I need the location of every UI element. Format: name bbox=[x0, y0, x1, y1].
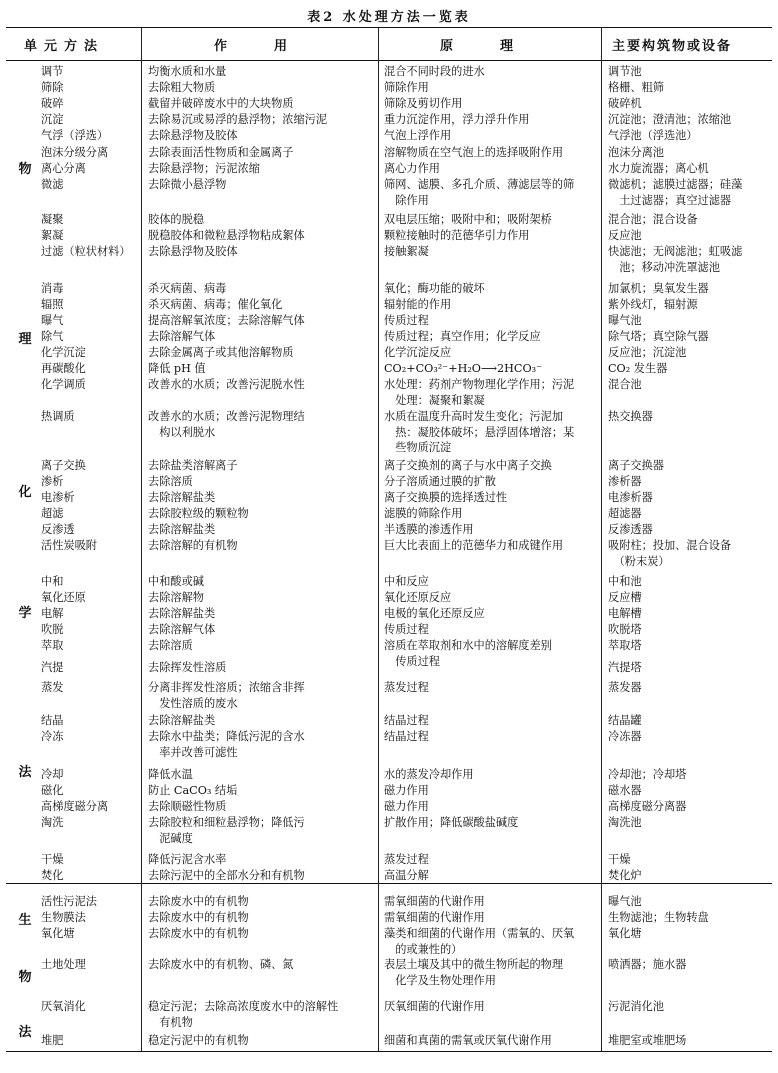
table-title: 表2 水处理方法一览表 bbox=[307, 10, 471, 25]
equipment-cell: 快滤池；无阀滤池；虹吸滤 池；移动冲洗罩滤池 bbox=[608, 245, 743, 274]
equipment-cell: 干燥 bbox=[608, 853, 631, 866]
function-cell: 去除污泥中的全部水分和有机物 bbox=[148, 869, 305, 882]
equipment-cell: 紫外线灯，辐射源 bbox=[608, 298, 698, 311]
method-cell: 消毒 bbox=[41, 282, 64, 295]
function-cell: 去除微小悬浮物 bbox=[148, 178, 227, 191]
function-cell: 降低水温 bbox=[148, 768, 193, 781]
principle-cell: CO₂+CO₃²⁻+H₂O⟶2HCO₃⁻ bbox=[384, 362, 543, 375]
principle-cell: 蒸发过程 bbox=[384, 681, 429, 694]
principle-cell: 离心力作用 bbox=[384, 162, 440, 175]
section-char: 物 bbox=[18, 970, 32, 985]
method-cell: 结晶 bbox=[41, 714, 64, 727]
function-cell: 杀灭病菌、病毒；催化氧化 bbox=[148, 298, 283, 311]
function-cell: 胶体的脱稳 bbox=[148, 213, 204, 226]
function-cell: 稳定污泥中的有机物 bbox=[148, 1034, 249, 1047]
function-cell: 去除溶解盐类 bbox=[148, 491, 216, 504]
function-cell: 去除水中盐类；降低污泥的含水 率并改善可滤性 bbox=[148, 730, 305, 759]
method-cell: 氧化塘 bbox=[41, 927, 75, 940]
function-cell: 中和酸或碱 bbox=[148, 575, 204, 588]
method-cell: 渗析 bbox=[41, 475, 64, 488]
function-cell: 去除粗大物质 bbox=[148, 81, 216, 94]
principle-cell: 需氧细菌的代谢作用 bbox=[384, 911, 485, 924]
principle-cell: 滤膜的筛除作用 bbox=[384, 507, 463, 520]
principle-cell: 分子溶质通过膜的扩散 bbox=[384, 475, 496, 488]
function-cell: 去除废水中的有机物 bbox=[148, 895, 249, 908]
function-cell: 去除溶解盐类 bbox=[148, 523, 216, 536]
equipment-cell: 磁水器 bbox=[608, 784, 642, 797]
principle-cell: 传质过程；真空作用；化学反应 bbox=[384, 330, 541, 343]
method-cell: 离子交换 bbox=[41, 459, 86, 472]
principle-cell: 高温分解 bbox=[384, 869, 429, 882]
principle-cell: 筛除及剪切作用 bbox=[384, 97, 463, 110]
principle-cell: 筛网、滤膜、多孔介质、薄滤层等的筛 除作用 bbox=[384, 178, 575, 207]
method-cell: 再碳酸化 bbox=[41, 362, 86, 375]
method-cell: 化学调质 bbox=[41, 378, 86, 391]
principle-cell: 双电层压缩；吸附中和；吸附架桥 bbox=[384, 213, 552, 226]
equipment-cell: 反应槽 bbox=[608, 591, 642, 604]
method-cell: 电解 bbox=[41, 607, 64, 620]
method-cell: 反渗透 bbox=[41, 523, 75, 536]
function-cell: 去除溶解盐类 bbox=[148, 607, 216, 620]
method-cell: 沉淀 bbox=[41, 113, 64, 126]
method-cell: 活性污泥法 bbox=[41, 895, 97, 908]
method-cell: 蒸发 bbox=[41, 681, 64, 694]
equipment-cell: 沉淀池；澄清池；浓缩池 bbox=[608, 113, 732, 126]
principle-cell: 离子交换膜的选择透过性 bbox=[384, 491, 508, 504]
function-cell: 去除废水中的有机物 bbox=[148, 927, 249, 940]
function-cell: 去除胶粒和细粒悬浮物；降低污 泥碱度 bbox=[148, 816, 305, 845]
method-cell: 除气 bbox=[41, 330, 64, 343]
header-method: 单元方法 bbox=[24, 39, 105, 54]
equipment-cell: 反应池 bbox=[608, 229, 642, 242]
principle-cell: 传质过程 bbox=[384, 314, 429, 327]
equipment-cell: 混合池；混合设备 bbox=[608, 213, 698, 226]
equipment-cell: 渗析器 bbox=[608, 475, 642, 488]
equipment-cell: 生物滤池；生物转盘 bbox=[608, 911, 709, 924]
method-cell: 热调质 bbox=[41, 410, 75, 423]
method-cell: 辐照 bbox=[41, 298, 64, 311]
equipment-cell: 污泥消化池 bbox=[608, 1000, 664, 1013]
header-rule bbox=[6, 60, 772, 61]
equipment-cell: 蒸发器 bbox=[608, 681, 642, 694]
method-cell: 调节 bbox=[41, 65, 64, 78]
principle-cell: 电极的氧化还原反应 bbox=[384, 607, 485, 620]
function-cell: 改善水的水质；改善污泥脱水性 bbox=[148, 378, 305, 391]
method-cell: 干燥 bbox=[41, 853, 64, 866]
principle-cell: 氧化；酶功能的破坏 bbox=[384, 282, 485, 295]
method-cell: 萃取 bbox=[41, 639, 64, 652]
method-cell: 电渗析 bbox=[41, 491, 75, 504]
method-cell: 磁化 bbox=[41, 784, 64, 797]
function-cell: 去除挥发性溶质 bbox=[148, 661, 227, 674]
method-cell: 絮凝 bbox=[41, 229, 64, 242]
equipment-cell: 淘洗池 bbox=[608, 816, 642, 829]
equipment-cell: 格栅、粗筛 bbox=[608, 81, 664, 94]
function-cell: 稳定污泥；去除高浓度废水中的溶解性 有机物 bbox=[148, 1000, 339, 1029]
column-divider bbox=[141, 27, 142, 1051]
method-cell: 微滤 bbox=[41, 178, 64, 191]
equipment-cell: CO₂ 发生器 bbox=[608, 362, 668, 375]
function-cell: 杀灭病菌、病毒 bbox=[148, 282, 227, 295]
principle-cell: 水处理：药剂产物物理化学作用；污泥 处理：凝聚和絮凝 bbox=[384, 378, 575, 407]
principle-cell: 离子交换剂的离子与水中离子交换 bbox=[384, 459, 552, 472]
method-cell: 焚化 bbox=[41, 869, 64, 882]
equipment-cell: 冷冻器 bbox=[608, 730, 642, 743]
equipment-cell: 吸附柱；投加、混合设备 （粉末炭） bbox=[608, 539, 732, 568]
equipment-cell: 离子交换器 bbox=[608, 459, 664, 472]
equipment-cell: 加氯机；臭氧发生器 bbox=[608, 282, 709, 295]
top-rule bbox=[6, 27, 772, 28]
method-cell: 气浮（浮选） bbox=[41, 129, 109, 142]
equipment-cell: 曝气池 bbox=[608, 314, 642, 327]
equipment-cell: 热交换器 bbox=[608, 410, 653, 423]
equipment-cell: 喷洒器；施水器 bbox=[608, 958, 687, 971]
method-cell: 曝气 bbox=[41, 314, 64, 327]
principle-cell: 水的蒸发冷却作用 bbox=[384, 768, 474, 781]
equipment-cell: 焚化炉 bbox=[608, 869, 642, 882]
header-function: 作 用 bbox=[214, 39, 295, 54]
principle-cell: 颗粒接触时的范德华引力作用 bbox=[384, 229, 530, 242]
equipment-cell: 混合池 bbox=[608, 378, 642, 391]
equipment-cell: 微滤机；滤膜过滤器；硅藻 土过滤器；真空过滤器 bbox=[608, 178, 743, 207]
function-cell: 降低污泥含水率 bbox=[148, 853, 227, 866]
method-cell: 汽提 bbox=[41, 661, 64, 674]
function-cell: 去除顺磁性物质 bbox=[148, 800, 227, 813]
function-cell: 去除废水中的有机物、磷、氮 bbox=[148, 958, 294, 971]
principle-cell: 辐射能的作用 bbox=[384, 298, 452, 311]
function-cell: 去除废水中的有机物 bbox=[148, 911, 249, 924]
principle-cell: 磁力作用 bbox=[384, 800, 429, 813]
section-char: 法 bbox=[18, 765, 32, 780]
method-cell: 过滤（粒状材料） bbox=[41, 245, 131, 258]
function-cell: 去除金属离子或其他溶解物质 bbox=[148, 346, 294, 359]
equipment-cell: 气浮池（浮选池） bbox=[608, 129, 698, 142]
function-cell: 改善水的水质；改善污泥物理结 构以利脱水 bbox=[148, 410, 305, 439]
equipment-cell: 调节池 bbox=[608, 65, 642, 78]
equipment-cell: 电渗析器 bbox=[608, 491, 653, 504]
method-cell: 凝聚 bbox=[41, 213, 64, 226]
function-cell: 提高溶解氧浓度；去除溶解气体 bbox=[148, 314, 305, 327]
function-cell: 均衡水质和水量 bbox=[148, 65, 227, 78]
principle-cell: 半透膜的渗透作用 bbox=[384, 523, 474, 536]
equipment-cell: 超滤器 bbox=[608, 507, 642, 520]
method-cell: 厌氧消化 bbox=[41, 1000, 86, 1013]
method-cell: 土地处理 bbox=[41, 958, 86, 971]
method-cell: 高梯度磁分离 bbox=[41, 800, 109, 813]
method-cell: 化学沉淀 bbox=[41, 346, 86, 359]
principle-cell: 气泡上浮作用 bbox=[384, 129, 452, 142]
method-cell: 泡沫分级分离 bbox=[41, 146, 109, 159]
principle-cell: 重力沉淀作用，浮力浮升作用 bbox=[384, 113, 530, 126]
equipment-cell: 冷却池；冷却塔 bbox=[608, 768, 687, 781]
function-cell: 去除溶质 bbox=[148, 639, 193, 652]
principle-cell: 巨大比表面上的范德华力和成键作用 bbox=[384, 539, 564, 552]
equipment-cell: 电解槽 bbox=[608, 607, 642, 620]
function-cell: 去除溶解物 bbox=[148, 591, 204, 604]
function-cell: 截留并破碎废水中的大块物质 bbox=[148, 97, 294, 110]
principle-cell: 需氧细菌的代谢作用 bbox=[384, 895, 485, 908]
section-char: 化 bbox=[18, 485, 32, 500]
equipment-cell: 萃取塔 bbox=[608, 639, 642, 652]
function-cell: 去除易沉或易浮的悬浮物；浓缩污泥 bbox=[148, 113, 328, 126]
principle-cell: 混合不同时段的进水 bbox=[384, 65, 485, 78]
function-cell: 去除悬浮物及胶体 bbox=[148, 129, 238, 142]
method-cell: 氧化还原 bbox=[41, 591, 86, 604]
equipment-cell: 反渗透器 bbox=[608, 523, 653, 536]
section-char: 生 bbox=[18, 913, 32, 928]
header-principle: 原 理 bbox=[440, 39, 521, 54]
function-cell: 去除表面活性物质和金属离子 bbox=[148, 146, 294, 159]
equipment-cell: 曝气池 bbox=[608, 895, 642, 908]
method-cell: 冷却 bbox=[41, 768, 64, 781]
principle-cell: 细菌和真菌的需氧或厌氧代谢作用 bbox=[384, 1034, 552, 1047]
equipment-cell: 氧化塘 bbox=[608, 927, 642, 940]
header-equipment: 主要构筑物或设备 bbox=[612, 39, 733, 54]
principle-cell: 藻类和细菌的代谢作用（需氧的、厌氧 的或兼性的） bbox=[384, 927, 575, 956]
bottom-rule bbox=[6, 1051, 772, 1052]
principle-cell: 结晶过程 bbox=[384, 730, 429, 743]
method-cell: 离心分离 bbox=[41, 162, 86, 175]
function-cell: 去除溶质 bbox=[148, 475, 193, 488]
method-cell: 破碎 bbox=[41, 97, 64, 110]
principle-cell: 化学沉淀反应 bbox=[384, 346, 452, 359]
function-cell: 去除盐类溶解离子 bbox=[148, 459, 238, 472]
equipment-cell: 除气塔；真空除气器 bbox=[608, 330, 709, 343]
method-cell: 生物膜法 bbox=[41, 911, 86, 924]
section-char: 学 bbox=[18, 606, 32, 621]
section-char: 理 bbox=[18, 332, 32, 347]
equipment-cell: 汽提塔 bbox=[608, 661, 642, 674]
principle-cell: 中和反应 bbox=[384, 575, 429, 588]
method-cell: 中和 bbox=[41, 575, 64, 588]
principle-cell: 蒸发过程 bbox=[384, 853, 429, 866]
principle-cell: 结晶过程 bbox=[384, 714, 429, 727]
method-cell: 筛除 bbox=[41, 81, 64, 94]
function-cell: 去除溶解的有机物 bbox=[148, 539, 238, 552]
principle-cell: 水质在温度升高时发生变化；污泥加 热：凝胶体破坏；悬浮固体增溶；某 些物质沉淀 bbox=[384, 410, 575, 454]
function-cell: 脱稳胶体和微粒悬浮物粘成絮体 bbox=[148, 229, 305, 242]
equipment-cell: 中和池 bbox=[608, 575, 642, 588]
function-cell: 防止 CaCO₃ 结垢 bbox=[148, 784, 238, 797]
function-cell: 去除溶解气体 bbox=[148, 623, 216, 636]
equipment-cell: 高梯度磁分离器 bbox=[608, 800, 687, 813]
method-cell: 冷冻 bbox=[41, 730, 64, 743]
method-cell: 活性炭吸附 bbox=[41, 539, 97, 552]
method-cell: 堆肥 bbox=[41, 1034, 64, 1047]
function-cell: 分离非挥发性溶质；浓缩含非挥 发性溶质的废水 bbox=[148, 681, 305, 710]
equipment-cell: 泡沫分离池 bbox=[608, 146, 664, 159]
section-char: 物 bbox=[18, 162, 32, 177]
equipment-cell: 堆肥室或堆肥场 bbox=[608, 1034, 687, 1047]
principle-cell: 磁力作用 bbox=[384, 784, 429, 797]
principle-cell: 接触絮凝 bbox=[384, 245, 429, 258]
method-cell: 淘洗 bbox=[41, 816, 64, 829]
function-cell: 去除溶解盐类 bbox=[148, 714, 216, 727]
equipment-cell: 结晶罐 bbox=[608, 714, 642, 727]
method-cell: 超滤 bbox=[41, 507, 64, 520]
method-cell: 吹脱 bbox=[41, 623, 64, 636]
principle-cell: 筛除作用 bbox=[384, 81, 429, 94]
function-cell: 去除溶解气体 bbox=[148, 330, 216, 343]
principle-cell: 厌氧细菌的代谢作用 bbox=[384, 1000, 485, 1013]
function-cell: 降低 pH 值 bbox=[148, 362, 206, 375]
function-cell: 去除悬浮物；污泥浓缩 bbox=[148, 162, 260, 175]
principle-cell: 溶解物质在空气泡上的选择吸附作用 bbox=[384, 146, 564, 159]
equipment-cell: 水力旋流器；离心机 bbox=[608, 162, 709, 175]
principle-cell: 氧化还原反应 bbox=[384, 591, 452, 604]
section-char: 法 bbox=[18, 1025, 32, 1040]
equipment-cell: 破碎机 bbox=[608, 97, 642, 110]
equipment-cell: 反应池；沉淀池 bbox=[608, 346, 687, 359]
principle-cell: 溶质在萃取剂和水中的溶解度差别 传质过程 bbox=[384, 639, 552, 668]
principle-cell: 表层土壤及其中的微生物所起的物理 化学及生物处理作用 bbox=[384, 958, 564, 987]
function-cell: 去除胶粒级的颗粒物 bbox=[148, 507, 249, 520]
function-cell: 去除悬浮物及胶体 bbox=[148, 245, 238, 258]
equipment-cell: 吹脱塔 bbox=[608, 623, 642, 636]
principle-cell: 传质过程 bbox=[384, 623, 429, 636]
principle-cell: 扩散作用；降低碳酸盐碱度 bbox=[384, 816, 519, 829]
